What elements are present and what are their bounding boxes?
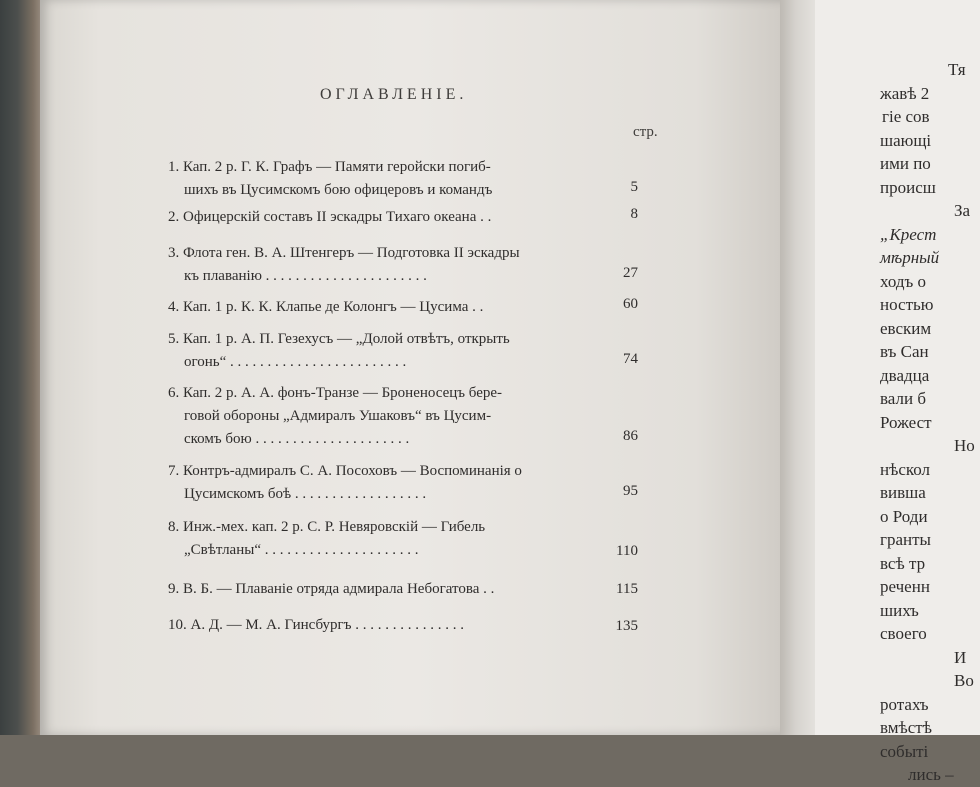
text-line: ими по bbox=[880, 154, 931, 173]
toc-entry-line: 9. В. Б. — Плаваніе отряда адмирала Небогатова . . bbox=[168, 581, 495, 597]
toc-entry-9 bbox=[168, 578, 668, 601]
text-line: ходъ о bbox=[880, 271, 927, 291]
text-line: о Роди bbox=[880, 506, 928, 526]
toc-entry-line: 5. Кап. 1 р. А. П. Гезехусъ — „Долой отвѣтъ, открыть bbox=[168, 331, 510, 347]
toc-heading: ОГЛАВЛЕНІЕ. bbox=[320, 86, 468, 103]
toc-entry-line: огонь“ . . . . . . . . . . . . . . . . . . . . . . . . bbox=[184, 354, 407, 370]
toc-entry-line: 10. А. Д. — М. А. Гинсбургъ . . . . . . . . . . . . . . . bbox=[168, 617, 464, 633]
toc-page-number: 95 bbox=[623, 483, 638, 499]
toc-entry-line: 2. Офицерскій составъ II эскадры Тихаго океана . . bbox=[168, 209, 492, 225]
toc-entry-6 bbox=[168, 382, 668, 451]
toc-entry-1 bbox=[168, 156, 668, 202]
text-line: ротахъ bbox=[880, 694, 929, 714]
right-page-text bbox=[880, 58, 980, 787]
toc-page-number: 5 bbox=[630, 179, 638, 195]
toc-page-number: 135 bbox=[615, 618, 638, 634]
book-gutter bbox=[780, 0, 820, 735]
toc-entry-3 bbox=[168, 242, 668, 288]
toc-entry-5 bbox=[168, 328, 668, 374]
text-line: гіе сов bbox=[882, 107, 930, 126]
toc-page-number: 8 bbox=[630, 206, 638, 222]
toc-entry-2 bbox=[168, 206, 668, 229]
text-line: своего bbox=[880, 624, 927, 643]
text-line: Во bbox=[954, 671, 974, 690]
toc-entry-line: шихъ въ Цусимскомъ бою офицеровъ и командъ bbox=[184, 182, 493, 198]
toc-entry-line: къ плаванію . . . . . . . . . . . . . . . . . . . . . . bbox=[184, 268, 427, 284]
toc-entry-7 bbox=[168, 460, 668, 506]
text-line: шающі bbox=[880, 130, 932, 150]
text-line: вали б bbox=[880, 389, 926, 408]
text-line: Тя bbox=[948, 60, 966, 79]
toc-entry-4 bbox=[168, 296, 668, 319]
toc-entry-line: 4. Кап. 1 р. К. К. Клапье де Колонгъ — Цусима . . bbox=[168, 299, 484, 315]
toc-entry-line: 3. Флота ген. В. А. Штенгеръ — Подготовка II эскадры bbox=[168, 245, 520, 261]
toc-entry-line: говой обороны „Адмиралъ Ушаковъ“ въ Цусим- bbox=[184, 408, 492, 424]
text-line: происш bbox=[880, 177, 936, 197]
toc-entry-10 bbox=[168, 614, 668, 637]
text-line: двадца bbox=[880, 365, 930, 385]
text-line: шихъ bbox=[880, 600, 919, 620]
toc-page-number: 74 bbox=[623, 351, 638, 367]
toc-entry-line: „Свѣтланы“ . . . . . . . . . . . . . . . . . . . . . bbox=[184, 542, 419, 558]
toc-entry-line: 6. Кап. 2 р. А. А. фонъ-Транзе — Броненосецъ бере- bbox=[168, 385, 503, 401]
text-line: евским bbox=[880, 318, 932, 338]
text-line: всѣ тр bbox=[880, 553, 926, 573]
text-line: мѣрный bbox=[880, 248, 940, 267]
toc-entry-line: 1. Кап. 2 р. Г. К. Графъ — Памяти геройски погиб- bbox=[168, 159, 491, 175]
text-line: вивша bbox=[880, 483, 926, 502]
page-column-label: стр. bbox=[633, 124, 658, 140]
text-line: гранты bbox=[880, 530, 931, 549]
text-line: И bbox=[954, 647, 967, 667]
text-line: реченн bbox=[880, 577, 930, 596]
text-line: событі bbox=[880, 741, 929, 761]
toc-entry-line: 8. Инж.-мех. кап. 2 р. С. Р. Невяровскій — Гибель bbox=[168, 519, 486, 535]
toc-page-number: 115 bbox=[616, 581, 638, 597]
toc-page-number: 27 bbox=[623, 265, 638, 281]
text-line: ностью bbox=[880, 295, 934, 314]
text-line: жавѣ 2 bbox=[880, 83, 930, 103]
toc-page-number: 86 bbox=[623, 428, 638, 444]
text-line: Но bbox=[954, 436, 975, 455]
text-line: Рожест bbox=[880, 412, 932, 432]
toc-entry-line: скомъ бою . . . . . . . . . . . . . . . . . . . . . bbox=[184, 431, 410, 447]
text-line: лись – bbox=[908, 765, 954, 784]
toc-entry-line: 7. Контръ-адмиралъ С. А. Посоховъ — Воспоминанія о bbox=[168, 463, 522, 479]
text-line: въ Сан bbox=[880, 342, 929, 361]
text-line: „Крест bbox=[880, 224, 937, 244]
toc-page-number: 110 bbox=[616, 543, 638, 559]
toc-entry-line: Цусимскомъ боѣ . . . . . . . . . . . . . . . . . . bbox=[184, 486, 427, 502]
toc-entry-8 bbox=[168, 516, 668, 562]
book-cover-edge bbox=[0, 0, 44, 735]
text-line: нѣскол bbox=[880, 459, 931, 479]
text-line: За bbox=[954, 201, 971, 220]
toc-page-number: 60 bbox=[623, 296, 638, 312]
text-line: вмѣстѣ bbox=[880, 718, 932, 737]
